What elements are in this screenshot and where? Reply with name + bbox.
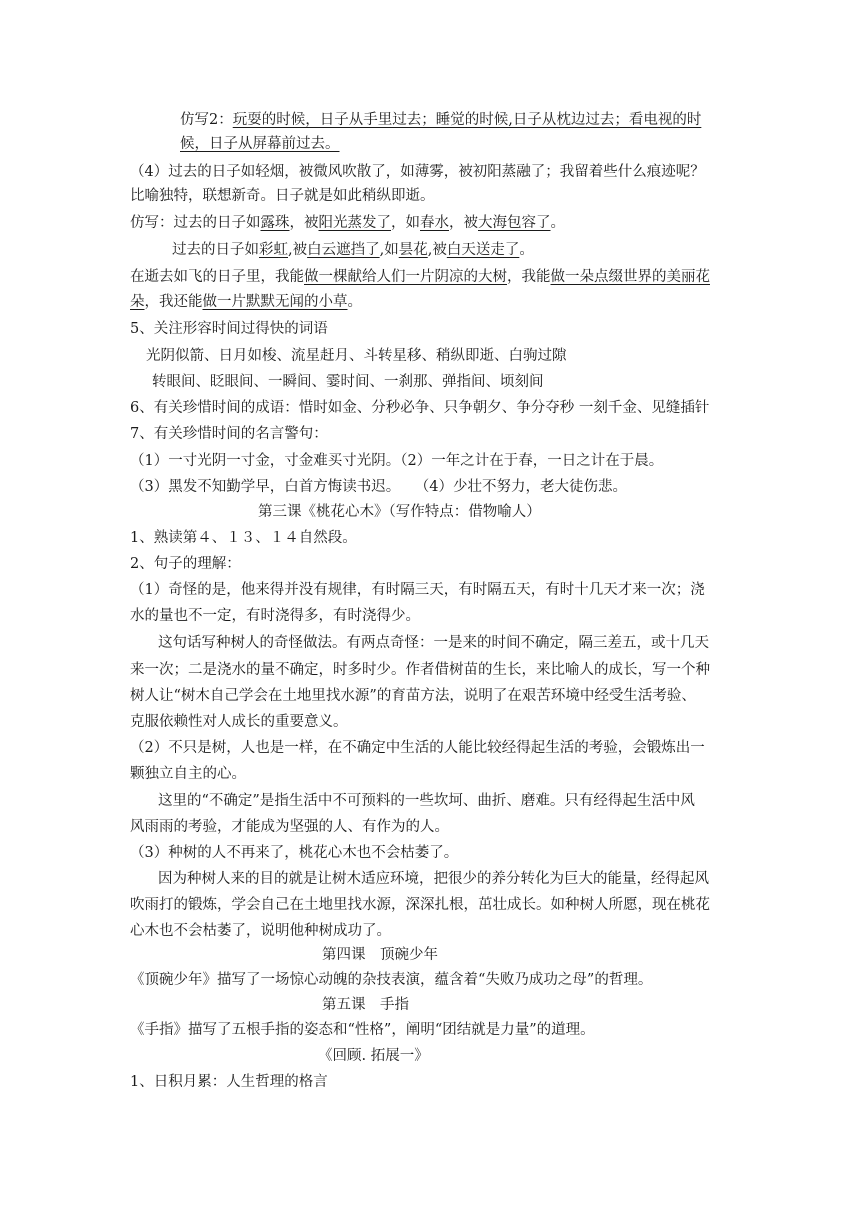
underlined-word: 阳光蒸发了 xyxy=(318,215,391,231)
text: 过去的日子如 xyxy=(172,242,259,258)
lesson-5-summary: 《手指》描写了五根手指的姿态和“性格”，阐明“团结就是力量”的道理。 xyxy=(130,1022,595,1038)
underlined-phrase: 朵 xyxy=(130,294,145,310)
text: 。 xyxy=(519,242,534,258)
text: ,如 xyxy=(379,242,399,258)
text: ，被 xyxy=(449,215,478,231)
sentence-4: （4）过去的日子如轻烟，被微风吹散了，如薄雾，被初阳蒸融了；我留着些什么痕迹呢？ xyxy=(130,164,705,180)
text: ,被 xyxy=(288,242,308,258)
lesson-3-item-1: 1、熟读第４、１３、１４自然段。 xyxy=(130,530,357,546)
explain-1-line-2: 来一次；二是浇水的量不确定，时多时少。作者借树苗的生长，来比喻人的成长，写一个种 xyxy=(130,662,710,678)
underlined-phrase: 做一朵点缀世界的美丽花 xyxy=(550,269,710,285)
underlined-phrase: 做一片默默无闻的小草 xyxy=(202,294,348,310)
time-words-line-2: 转眼间、眨眼间、一瞬间、霎时间、一刹那、弹指间、顷刻间 xyxy=(152,374,544,390)
explain-3-line-3: 心木也不会枯萎了，说明他种树成功了。 xyxy=(130,923,391,939)
review-item-1: 1、日积月累：人生哲理的格言 xyxy=(130,1074,328,1090)
underlined-word: 昙花 xyxy=(398,242,428,258)
sentence-4-note: 比喻独特，联想新奇。日子就是如此稍纵即逝。 xyxy=(130,188,435,204)
text: ，我还能 xyxy=(144,294,203,310)
text: 仿写：过去的日子如 xyxy=(130,215,261,231)
quote-1-line-1: （1）奇怪的是，他来得并没有规律，有时隔三天，有时隔五天，有时十几天才来一次；浇 xyxy=(130,582,705,598)
imitation-line-1 xyxy=(130,213,565,233)
lesson-3-item-2: 2、句子的理解： xyxy=(130,556,241,572)
underlined-word: 白天送走了 xyxy=(446,242,520,258)
quote-2-line-2: 颗独立自主的心。 xyxy=(130,766,246,782)
underlined-word: 白云遮挡了 xyxy=(307,242,380,258)
section-7-heading: 7、有关珍惜时间的名言警句： xyxy=(130,426,328,442)
imitation-line-2 xyxy=(172,240,534,260)
lesson-3-title: 第三课《桃花心木》（写作特点：借物喻人） xyxy=(258,504,541,520)
quote-3: （3）种树的人不再来了，桃花心木也不会枯萎了。 xyxy=(130,845,459,861)
explain-2-line-2: 风雨雨的考验，才能成为坚强的人、有作为的人。 xyxy=(130,819,449,835)
quotes-line-1: （1）一寸光阴一寸金，寸金难买寸光阴。（2）一年之计在于春，一日之计在于晨。 xyxy=(130,453,664,469)
underlined-word: 彩虹 xyxy=(259,242,288,258)
time-words-line-1: 光阴似箭、日月如梭、流星赶月、斗转星移、稍纵即逝、白驹过隙 xyxy=(146,348,567,364)
explain-3-line-1: 因为种树人来的目的就是让树木适应环境，把很少的养分转化为巨大的能量，经得起风 xyxy=(158,871,709,887)
text: 。 xyxy=(347,294,362,310)
imitation-2-line-1 xyxy=(180,110,701,130)
text: ,被 xyxy=(427,242,447,258)
lesson-4-summary: 《顶碗少年》描写了一场惊心动魄的杂技表演，蕴含着“失败乃成功之母”的哲理。 xyxy=(130,972,653,988)
review-section-title: 《回顾. 拓展一》 xyxy=(318,1048,429,1064)
text: ，如 xyxy=(391,215,420,231)
underlined-phrase: 做一棵献给人们一片阴凉的大树 xyxy=(304,269,507,285)
quote-2-line-1: （2）不只是树，人也是一样，在不确定中生活的人能比较经得起生活的考验，会锻炼出一 xyxy=(130,740,705,756)
lesson-4-title: 第四课 顶碗少年 xyxy=(322,947,438,963)
section-5-heading: 5、关注形容时间过得快的词语 xyxy=(130,321,328,337)
text: 。 xyxy=(550,215,565,231)
lesson-5-title: 第五课 手指 xyxy=(322,997,409,1013)
flying-days-line-2 xyxy=(130,292,362,312)
flying-days-line-1 xyxy=(130,267,710,287)
explain-2-line-1: 这里的“不确定”是指生活中不可预料的一些坎坷、曲折、磨难。只有经得起生活中风 xyxy=(158,793,695,809)
quotes-line-2: （3）黑发不知勤学早，白首方悔读书迟。 （4）少壮不努力，老大徒伤悲。 xyxy=(130,479,627,495)
quote-1-line-2: 水的量也不一定，有时浇得多，有时浇得少。 xyxy=(130,608,420,624)
section-6-idioms: 6、有关珍惜时间的成语：惜时如金、分秒必争、只争朝夕、争分夺秒 一刻千金、见缝插针 xyxy=(130,400,710,416)
text: ，被 xyxy=(289,215,319,231)
text: ，我能 xyxy=(507,269,551,285)
explain-3-line-2: 吹雨打的锻炼，学会自己在土地里找水源，深深扎根，茁壮成长。如种树人所愿，现在桃花 xyxy=(130,897,710,913)
explain-1-line-1: 这句话写种树人的奇怪做法。有两点奇怪：一是来的时间不确定，隔三差五，或十几天 xyxy=(158,635,709,651)
underlined-word: 大海包容了 xyxy=(478,215,551,231)
underlined-word: 露珠 xyxy=(260,215,290,231)
label: 仿写2： xyxy=(180,112,233,128)
imitation-2-line-2: 候，日子从屏幕前过去。 xyxy=(180,136,340,152)
explain-1-line-3: 树人让“树木自己学会在土地里找水源”的育苗方法，说明了在艰苦环境中经受生活考验、 xyxy=(130,688,696,704)
underlined-answer: 玩耍的时候，日子从手里过去；睡觉的时候,日子从枕边过去；看电视的时 xyxy=(232,112,702,128)
explain-1-line-4: 克服依赖性对人成长的重要意义。 xyxy=(130,714,348,730)
text: 在逝去如飞的日子里，我能 xyxy=(130,269,304,285)
underlined-word: 春水 xyxy=(420,215,449,231)
